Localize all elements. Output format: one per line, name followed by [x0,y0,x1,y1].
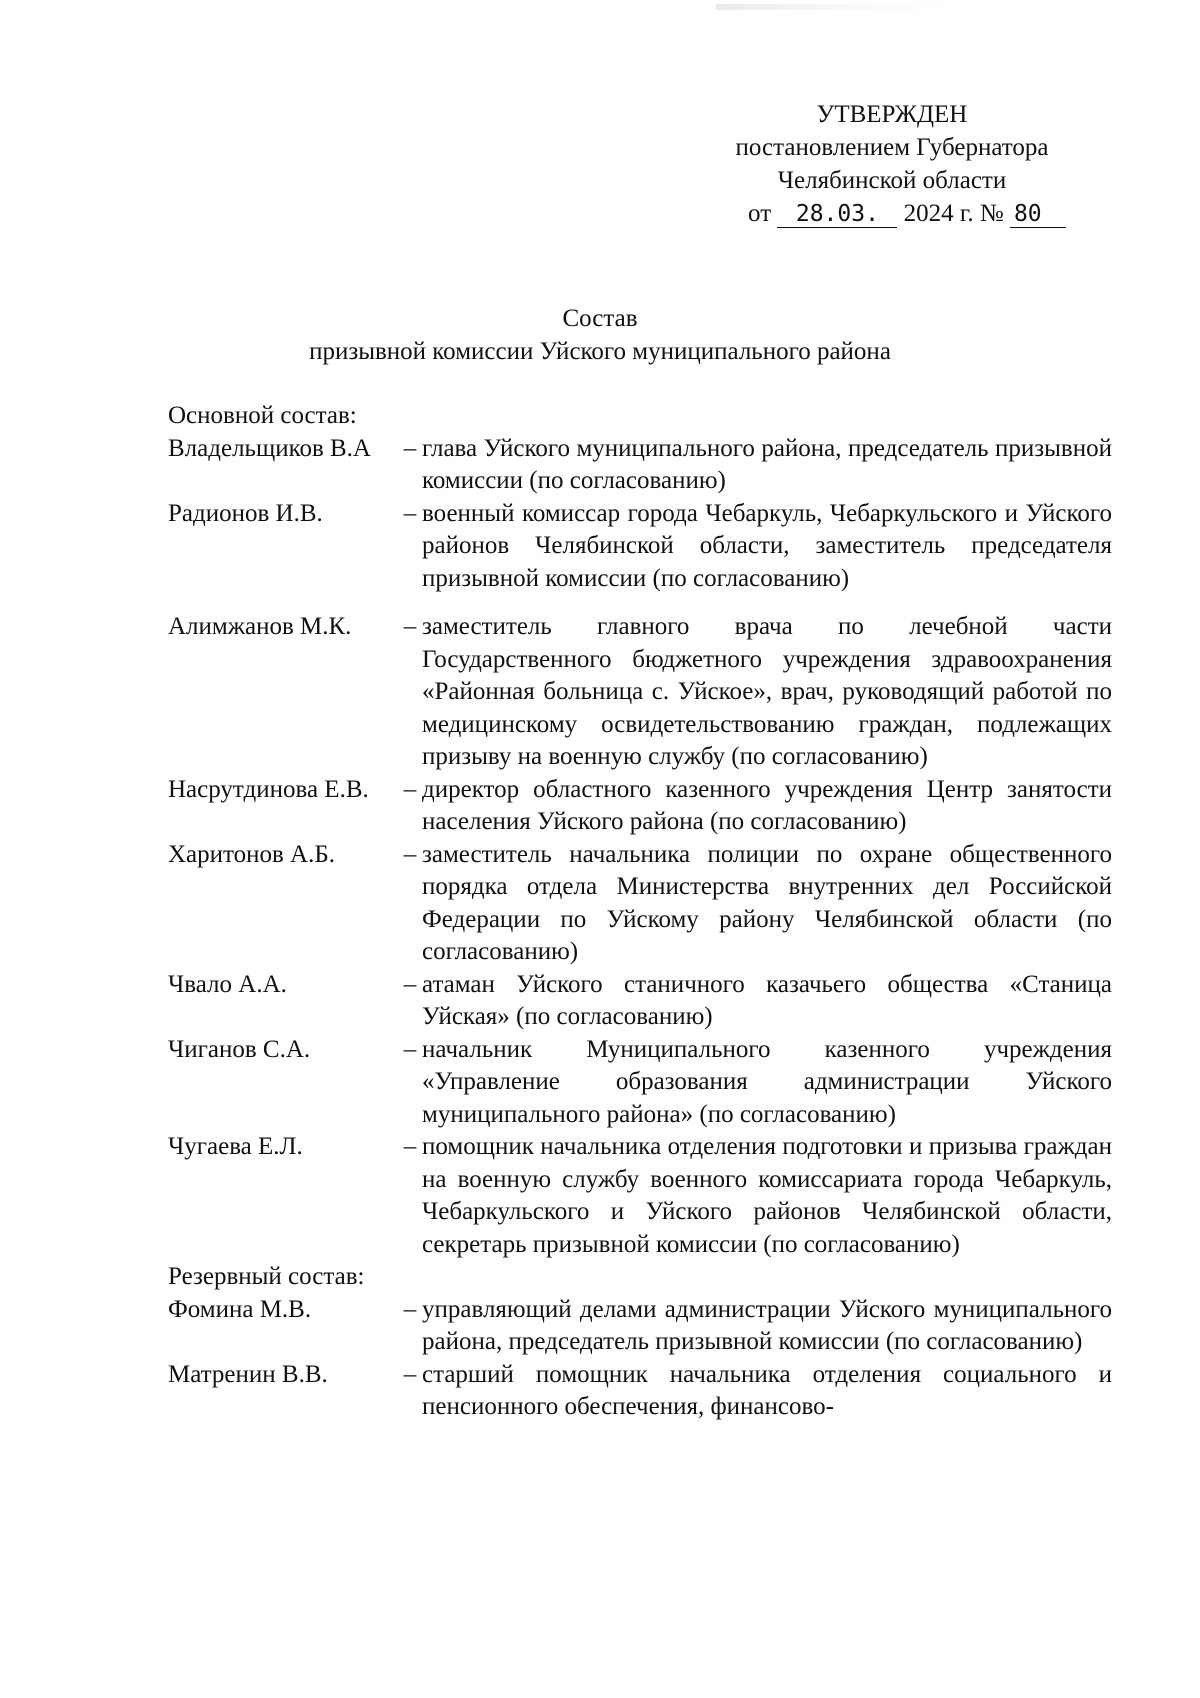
member-dash: – [403,499,417,527]
scan-artifact [716,4,956,10]
approval-year: 2024 г. № [903,200,1004,227]
reserve-entry [168,1294,1112,1359]
approval-prefix: от [748,200,772,227]
member-role: заместитель главного врача по лечебной части Государственного бюджетного учреждения здравоохранения «Районная больница с. Уйское», врач, руководящий работой по медицинскому освидетельствованию граждан, подлежащих призыву на военную службу (по согласованию) [422,613,1112,770]
member-entry [168,611,1112,774]
approval-date-line [712,197,1102,230]
member-dash: – [403,434,417,462]
member-name: Чиганов С.А. [168,1035,311,1063]
member-name: Радионов И.В. [168,499,323,527]
member-dash: – [403,613,417,640]
member-name: Насрутдинова Е.В. [168,775,369,803]
member-role: военный комиссар города Чебаркуль, Чебаркульского и Уйского районов Челябинской области, заместитель председателя призывной комиссии (по согласованию) [422,499,1112,592]
member-name: Харитонов А.Б. [168,840,335,868]
title-line-2: призывной комиссии Уйского муниципального района [309,338,891,365]
reserve-section-heading: Резервный состав: [168,1263,365,1290]
member-dash: – [403,970,417,998]
main-section-heading: Основной состав: [168,402,357,429]
spacer [168,595,1112,611]
member-role: директор областного казенного учреждения Центр занятости населения Уйского района (по согласованию) [422,775,1112,835]
approval-stamp [682,98,1102,230]
member-entry [168,1034,1112,1132]
approval-line-2: Челябинской области [777,167,1007,194]
member-dash: – [403,775,417,803]
member-name: Фомина М.В. [168,1295,312,1323]
document-title [0,302,1200,368]
member-role: старший помощник начальника отделения социального и пенсионного обеспечения, финансово- [422,1360,1112,1420]
member-role: помощник начальника отделения подготовки и призыва граждан на военную службу военного комиссариата города Чебаркуль, Чебаркульского и Уйского районов Челябинской области, секретарь призывной комиссии (по согласованию) [422,1133,1112,1258]
approval-number: 80 [1010,201,1066,228]
member-name: Алимжанов М.К. [168,613,352,640]
title-line-1: Состав [562,305,638,332]
member-entry [168,498,1112,596]
member-list [168,400,1112,1424]
member-role: атаман Уйского станичного казачьего общества «Станица Уйская» (по согласованию) [422,970,1112,1030]
approval-date: 28.03. [777,201,897,228]
member-dash: – [403,1035,417,1063]
member-name: Матренин В.В. [168,1360,328,1388]
member-role: заместитель начальника полиции по охране общественного порядка отдела Министерства внутренних дел Российской Федерации по Уйскому району Челябинской области (по согласованию) [422,840,1112,965]
approval-line-1: постановлением Губернатора [735,134,1049,161]
member-entry [168,433,1112,498]
reserve-entry [168,1359,1112,1424]
member-dash: – [403,1295,417,1323]
member-name: Владельщиков В.А [168,434,371,462]
member-entry [168,1131,1112,1261]
member-role: начальник Муниципального казенного учреждения «Управление образования администрации Уйского муниципального района» (по согласованию) [422,1035,1112,1128]
member-entry [168,969,1112,1034]
member-role: управляющий делами администрации Уйского муниципального района, председатель призывной комиссии (по согласованию) [422,1295,1112,1355]
member-name: Чвало А.А. [168,970,287,998]
member-dash: – [403,1133,417,1160]
member-name: Чугаева Е.Л. [168,1133,303,1160]
member-role: глава Уйского муниципального района, председатель призывной комиссии (по согласованию) [422,434,1112,494]
member-dash: – [403,1360,417,1388]
member-entry [168,839,1112,969]
member-dash: – [403,840,417,868]
member-entry [168,774,1112,839]
approval-heading: УТВЕРЖДЕН [816,101,968,128]
